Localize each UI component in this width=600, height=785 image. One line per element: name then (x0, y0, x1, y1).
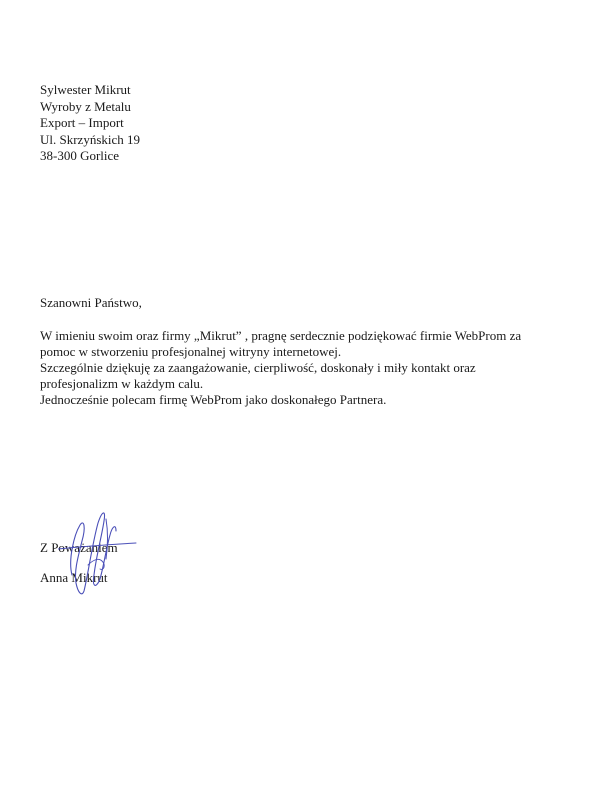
letter-body (40, 328, 560, 408)
letter-body-line: W imieniu swoim oraz firmy „Mikrut” , pragnę serdecznie podziękować firmie WebProm za (40, 328, 522, 343)
letter-body-line: pomoc w stworzeniu profesjonalnej witryny internetowej. (40, 344, 342, 359)
letter-body-line: Jednocześnie polecam firmę WebProm jako doskonałego Partnera. (40, 392, 387, 407)
sender-company: Wyroby z Metalu (40, 98, 131, 114)
sender-name: Sylwester Mikrut (40, 82, 131, 97)
sender-city: 38-300 Gorlice (40, 148, 120, 163)
letter-body-line: profesjonalizm w każdym calu. (40, 376, 204, 391)
letter-body-line: Szczególnie dziękuję za zaangażowanie, cierpliwość, doskonały i miły kontakt oraz (40, 360, 476, 375)
letter-closing: Z Poważaniem (40, 540, 118, 555)
sender-business-type: Export – Import (40, 115, 124, 130)
handwritten-signature (58, 505, 148, 605)
signatory-name: Anna Mikrut (40, 570, 108, 585)
letter-salutation: Szanowni Państwo, (40, 295, 142, 310)
sender-address-block (40, 82, 140, 165)
sender-street: Ul. Skrzyńskich 19 (40, 131, 141, 147)
